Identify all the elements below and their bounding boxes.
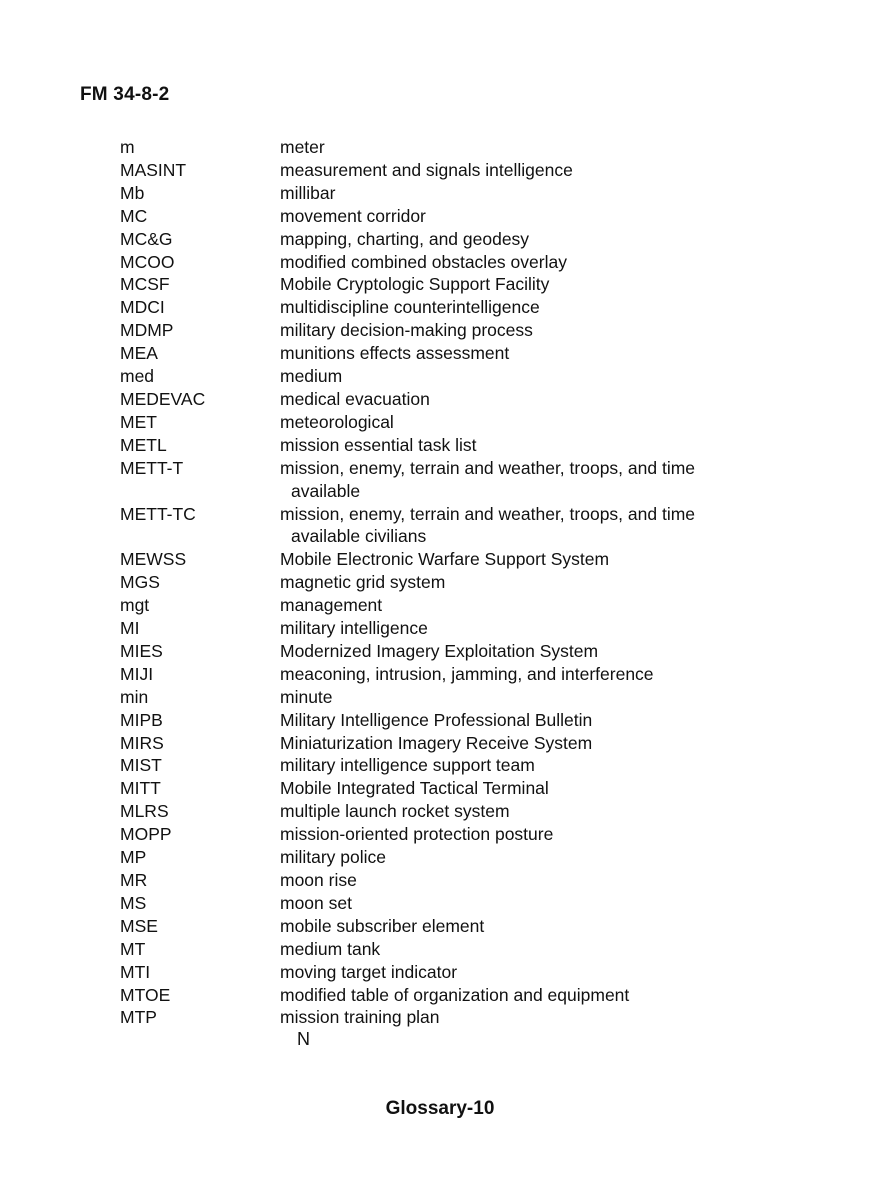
glossary-definition-text: moon rise bbox=[280, 870, 357, 890]
glossary-definition bbox=[280, 365, 820, 388]
glossary-entry bbox=[120, 205, 820, 228]
glossary-term: MTI bbox=[120, 961, 151, 982]
glossary-definition-text: minute bbox=[280, 686, 333, 707]
glossary-definition-text: military intelligence support team bbox=[280, 755, 535, 776]
glossary-definition bbox=[280, 686, 820, 709]
glossary-term: MIST bbox=[120, 755, 162, 776]
glossary-definition bbox=[280, 777, 820, 800]
glossary-definition-text: Mobile Electronic Warfare Support System bbox=[280, 549, 610, 570]
glossary-term: MDCI bbox=[120, 297, 165, 318]
glossary-term: Mb bbox=[120, 182, 145, 203]
glossary-entry bbox=[120, 571, 820, 594]
glossary-entry bbox=[120, 548, 820, 571]
glossary-term: MASINT bbox=[120, 159, 187, 180]
glossary-entry bbox=[120, 434, 820, 457]
glossary-term: MIJI bbox=[120, 663, 154, 684]
glossary-definition bbox=[280, 228, 820, 251]
glossary-definition-text: mission-oriented protection posture bbox=[280, 824, 554, 845]
glossary-definition bbox=[280, 205, 820, 228]
glossary-term: MGS bbox=[120, 572, 160, 593]
glossary-definition-text: millibar bbox=[280, 182, 336, 203]
glossary-entry bbox=[120, 777, 820, 800]
glossary-definition-text: mission training plan bbox=[280, 1007, 440, 1028]
glossary-entry bbox=[120, 388, 820, 411]
glossary-entry bbox=[120, 365, 820, 388]
glossary-term: med bbox=[120, 366, 155, 387]
document-id-header: FM 34-8-2 bbox=[80, 84, 170, 105]
glossary-definition-text: military intelligence bbox=[280, 618, 428, 639]
page-footer: Glossary-10 bbox=[385, 1098, 495, 1119]
glossary-entry bbox=[120, 182, 820, 205]
glossary-definition-text: medium tank bbox=[280, 938, 381, 959]
glossary-entry bbox=[120, 457, 820, 503]
glossary-definition bbox=[280, 594, 820, 617]
glossary-entry bbox=[120, 754, 820, 777]
glossary-term: MOPP bbox=[120, 824, 172, 845]
glossary-term: MTOE bbox=[120, 984, 171, 1005]
glossary-definition bbox=[280, 457, 820, 503]
glossary-entry bbox=[120, 938, 820, 961]
glossary-term: METT-TC bbox=[120, 503, 196, 524]
section-letter: N bbox=[297, 1029, 310, 1049]
glossary-definition-text: Mobile Integrated Tactical Terminal bbox=[280, 778, 549, 799]
glossary-definition-text: moving target indicator bbox=[280, 961, 458, 982]
glossary-definition bbox=[280, 296, 820, 319]
glossary-definition-text: munitions effects assessment bbox=[280, 343, 510, 364]
glossary-entry bbox=[120, 732, 820, 755]
glossary-definition-text: multiple launch rocket system bbox=[280, 801, 510, 822]
glossary-definition-text: mapping, charting, and geodesy bbox=[280, 228, 530, 249]
glossary-entry bbox=[120, 1006, 820, 1029]
glossary-definition-text: multidiscipline counterintelligence bbox=[280, 297, 540, 318]
glossary-definition bbox=[280, 800, 820, 823]
glossary-term: MEA bbox=[120, 343, 158, 364]
glossary-term: MT bbox=[120, 938, 146, 959]
glossary-entry bbox=[120, 892, 820, 915]
glossary-definition-text: management bbox=[280, 595, 383, 616]
glossary-entry bbox=[120, 800, 820, 823]
glossary-term: min bbox=[120, 686, 149, 707]
glossary-definition bbox=[280, 984, 820, 1007]
glossary-entry bbox=[120, 984, 820, 1007]
glossary-definition-text: mission, enemy, terrain and weather, troops, and time bbox=[280, 457, 696, 478]
glossary-entry bbox=[120, 617, 820, 640]
glossary-definition-text: Modernized Imagery Exploitation System bbox=[280, 640, 599, 661]
glossary-definition-text: military decision-making process bbox=[280, 320, 533, 341]
glossary-term: MI bbox=[120, 618, 140, 639]
glossary-definition bbox=[280, 548, 820, 571]
glossary-entry bbox=[120, 869, 820, 892]
glossary-entry bbox=[120, 228, 820, 251]
glossary-definition bbox=[280, 1006, 820, 1029]
glossary-term: MSE bbox=[120, 915, 158, 936]
glossary-definition bbox=[280, 571, 820, 594]
glossary-entry bbox=[120, 411, 820, 434]
glossary-entry bbox=[120, 686, 820, 709]
glossary-entry bbox=[120, 961, 820, 984]
glossary-term: MP bbox=[120, 847, 147, 868]
glossary-term: MIES bbox=[120, 640, 163, 661]
glossary-definition bbox=[280, 136, 820, 159]
glossary-term: MLRS bbox=[120, 801, 169, 822]
glossary-definition-continuation: available civilians bbox=[291, 526, 427, 547]
glossary-entry bbox=[120, 251, 820, 274]
glossary-definition bbox=[280, 640, 820, 663]
glossary-definition-text: meteorological bbox=[280, 411, 394, 432]
glossary-definition bbox=[280, 434, 820, 457]
glossary-entry bbox=[120, 342, 820, 365]
glossary-term: MEDEVAC bbox=[120, 388, 206, 409]
glossary-entry bbox=[120, 915, 820, 938]
glossary-entry bbox=[120, 709, 820, 732]
glossary-term: MC bbox=[120, 205, 148, 226]
glossary-definition-text: meter bbox=[280, 137, 325, 157]
glossary-definition bbox=[280, 617, 820, 640]
glossary-term: METL bbox=[120, 434, 167, 455]
glossary-definition-text: medium bbox=[280, 366, 343, 387]
glossary-definition-text: Mobile Cryptologic Support Facility bbox=[280, 274, 550, 295]
glossary-definition-text: modified combined obstacles overlay bbox=[280, 251, 567, 272]
glossary-term: MTP bbox=[120, 1007, 157, 1028]
glossary-term: MIPB bbox=[120, 709, 163, 730]
glossary-term: MR bbox=[120, 870, 148, 890]
glossary-definition-text: Miniaturization Imagery Receive System bbox=[280, 732, 593, 753]
glossary-term: MIRS bbox=[120, 732, 164, 753]
glossary-definition bbox=[280, 869, 820, 892]
glossary-entry bbox=[120, 273, 820, 296]
glossary-term: mgt bbox=[120, 595, 150, 616]
glossary-definition bbox=[280, 342, 820, 365]
glossary-list bbox=[120, 136, 820, 1029]
glossary-term: MC&G bbox=[120, 228, 173, 249]
glossary-definition bbox=[280, 732, 820, 755]
glossary-term: m bbox=[120, 137, 135, 157]
glossary-definition-text: mission essential task list bbox=[280, 434, 477, 455]
glossary-definition-text: modified table of organization and equipment bbox=[280, 984, 630, 1005]
glossary-definition bbox=[280, 663, 820, 686]
glossary-definition bbox=[280, 159, 820, 182]
glossary-term: MDMP bbox=[120, 320, 174, 341]
glossary-definition bbox=[280, 823, 820, 846]
glossary-definition-text: magnetic grid system bbox=[280, 572, 446, 593]
glossary-definition-text: medical evacuation bbox=[280, 388, 430, 409]
glossary-definition-text: movement corridor bbox=[280, 205, 426, 226]
glossary-definition-text: meaconing, intrusion, jamming, and interference bbox=[280, 663, 654, 684]
glossary-term: MS bbox=[120, 892, 147, 913]
glossary-definition-text: Military Intelligence Professional Bulletin bbox=[280, 709, 593, 730]
glossary-entry bbox=[120, 823, 820, 846]
glossary-term: MEWSS bbox=[120, 549, 187, 570]
glossary-entry bbox=[120, 296, 820, 319]
glossary-definition bbox=[280, 182, 820, 205]
glossary-definition bbox=[280, 411, 820, 434]
glossary-definition bbox=[280, 709, 820, 732]
glossary-definition-text: measurement and signals intelligence bbox=[280, 159, 573, 180]
glossary-entry bbox=[120, 319, 820, 342]
glossary-entry bbox=[120, 136, 820, 159]
glossary-entry bbox=[120, 846, 820, 869]
glossary-term: MCOO bbox=[120, 251, 175, 272]
glossary-definition bbox=[280, 388, 820, 411]
glossary-definition bbox=[280, 319, 820, 342]
glossary-definition bbox=[280, 503, 820, 549]
glossary-definition-text: military police bbox=[280, 847, 386, 868]
glossary-definition-text: mission, enemy, terrain and weather, troops, and time bbox=[280, 503, 696, 524]
glossary-definition-text: moon set bbox=[280, 892, 352, 913]
glossary-definition-continuation: available bbox=[291, 480, 361, 501]
glossary-definition bbox=[280, 892, 820, 915]
glossary-entry bbox=[120, 640, 820, 663]
glossary-definition bbox=[280, 846, 820, 869]
glossary-definition bbox=[280, 754, 820, 777]
glossary-entry bbox=[120, 503, 820, 549]
glossary-definition bbox=[280, 915, 820, 938]
glossary-term: MITT bbox=[120, 778, 161, 799]
glossary-term: METT-T bbox=[120, 457, 184, 478]
glossary-entry bbox=[120, 663, 820, 686]
glossary-entry bbox=[120, 594, 820, 617]
glossary-definition bbox=[280, 938, 820, 961]
glossary-definition bbox=[280, 251, 820, 274]
glossary-entry bbox=[120, 159, 820, 182]
glossary-definition bbox=[280, 273, 820, 296]
glossary-term: MET bbox=[120, 411, 157, 432]
glossary-definition-text: mobile subscriber element bbox=[280, 915, 485, 936]
glossary-term: MCSF bbox=[120, 274, 170, 295]
glossary-definition bbox=[280, 961, 820, 984]
